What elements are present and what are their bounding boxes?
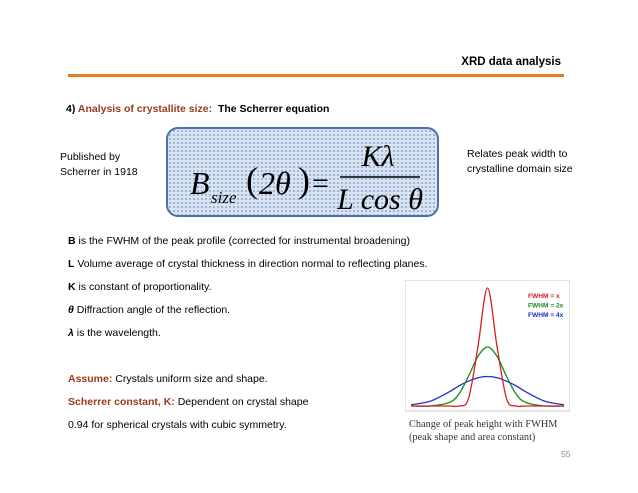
definition-b-symbol: B [68,235,76,247]
title-underline [68,74,564,77]
definition-theta [68,304,230,316]
definition-l [68,258,428,270]
definition-theta-symbol: θ [68,304,74,316]
figure-caption-line-1: Change of peak height with FWHM [409,419,558,430]
eq-equals: = [312,167,329,200]
definition-lambda [68,327,161,339]
definition-lambda-text: is the wavelength. [73,327,161,339]
assumption-uniform [68,373,268,385]
relates-note: Relates peak width to crystalline domain size [467,148,573,175]
scherrer-equation [168,129,441,219]
eq-lhs-open-paren: ( [246,160,258,200]
eq-denominator: L cos θ [337,183,423,216]
definition-b-text: is the FWHM of the peak profile (corrected for instrumental broadening) [75,235,410,247]
spherical-crystals-line: 0.94 for spherical crystals with cubic symmetry. [68,419,287,431]
definition-k-text: is constant of proportionality. [75,281,212,293]
eq-numerator: Kλ [361,140,395,173]
assume-label: Assume: [68,373,113,385]
scherrer-equation-box [166,127,439,217]
figure-caption-line-2: (peak shape and area constant) [409,432,536,443]
definition-lambda-symbol: λ [68,327,74,339]
assume-text: Crystals uniform size and shape. [112,373,268,385]
legend-entry-3: FWHM = 4x [528,312,564,319]
legend [528,293,564,319]
published-note: Published by Scherrer in 1918 [60,151,138,178]
scherrer-constant-label: Scherrer constant, K: [68,396,175,408]
eq-lhs-close-paren: ) [298,160,310,200]
definition-l-symbol: L [68,258,75,270]
eq-lhs-argument: 2θ [259,165,291,201]
page-number: 55 [561,449,571,459]
definition-theta-text: Diffraction angle of the reflection. [73,304,231,316]
slide-title: XRD data analysis [461,56,561,68]
definition-k [68,281,211,293]
definition-k-symbol: K [68,281,76,293]
scherrer-constant-text: Dependent on crystal shape [174,396,309,408]
definition-b [68,235,410,247]
section-number: 4) [66,103,76,115]
eq-lhs-subscript: size [211,188,237,207]
section-topic: Analysis of crystallite size: [77,103,213,115]
definition-l-text: Volume average of crystal thickness in direction normal to reflecting planes. [74,258,428,270]
legend-entry-1: FWHM = x [528,293,560,300]
peak-width-figure [405,280,570,445]
section-subtitle [66,103,329,115]
eq-lhs-symbol: B [190,165,210,201]
legend-entry-2: FWHM = 2x [528,302,564,310]
scherrer-constant-line [68,396,308,408]
section-equation-name: The Scherrer equation [217,103,330,115]
